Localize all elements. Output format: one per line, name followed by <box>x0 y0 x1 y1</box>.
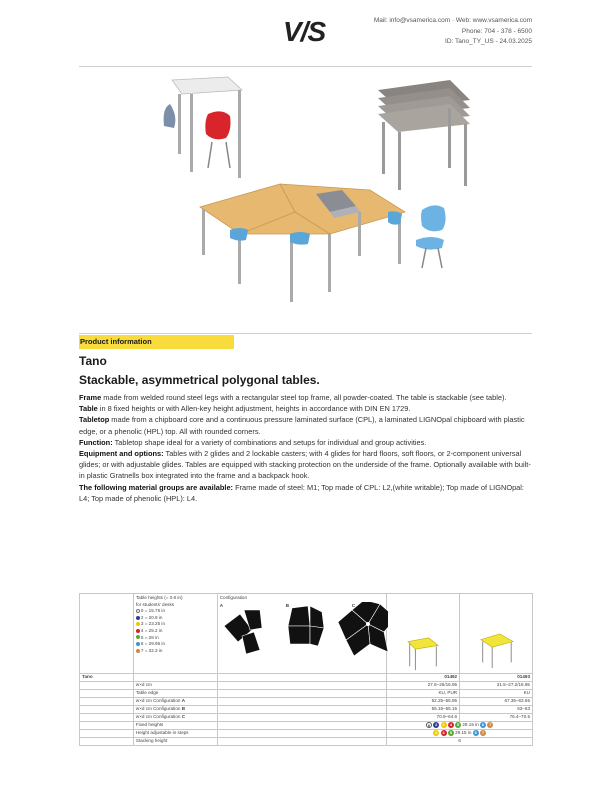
row-value: KU, PUR <box>387 690 460 698</box>
document-id: ID: Tano_TY_US - 24.03.2025 <box>445 38 532 45</box>
spec-row <box>80 698 533 706</box>
config-b-diagram <box>288 606 324 646</box>
fixed-heights-row <box>80 722 533 730</box>
row-value: KU <box>460 690 533 698</box>
heights-legend: Table heights (= 0.8 in) for students' desks 0 = 15.75 in 2 = 20.9 in 3 = 23.25 in 4 = 25.2 in 5 = 28 in 6 = 29.95 in 7 = 32.3 in <box>133 594 217 674</box>
table-paragraph: Table in 8 fixed heights or with Allen-key height adjustment, heights in accordance with DIN EN 1729. <box>79 404 411 414</box>
row-value: 62.25–55.95 <box>387 698 460 706</box>
config-c-diagram <box>338 602 388 656</box>
height-legend-item: 7 = 32.3 in <box>136 648 215 655</box>
contact-phone: Phone: 704 - 378 - 6500 <box>461 27 532 35</box>
contact-mail: Mail: info@vsamerica.com · Web: www.vsamerica.com <box>373 17 532 24</box>
model-number-row <box>80 674 533 682</box>
fixed-heights-value: 0 2 3 4 5 29.15 in 6 7 <box>387 722 533 730</box>
config-a-diagram <box>224 610 262 654</box>
row-label: w×d cm <box>133 682 217 690</box>
single-table-with-chair <box>164 77 242 178</box>
row-label: w×d cm Configuration C <box>133 714 217 722</box>
svg-text:V/S: V/S <box>283 16 326 45</box>
spec-header-row <box>80 594 533 674</box>
height-legend-item: 4 = 25.2 in <box>136 628 215 635</box>
spec-row <box>80 682 533 690</box>
row-value: 63–63 <box>460 706 533 714</box>
spec-row <box>80 690 533 698</box>
function-paragraph: Function: Tabletop shape ideal for a variety of combinations and setups for individual and group activities. <box>79 437 427 447</box>
row-value: 31.5–27.2/16.95 <box>460 682 533 690</box>
spec-row <box>80 714 533 722</box>
height-color-dot <box>136 609 140 613</box>
configuration-cell: Configuration A B C <box>217 594 387 674</box>
spec-table <box>79 593 533 746</box>
model-number: 01493 <box>460 674 533 682</box>
material-paragraph: The following material groups are available: Frame made of steel: M1; Top made of CPL: L2,(white writable); Top made of LIGNOpal: L4; Top made of phenolic (HPL): L4. <box>79 482 524 503</box>
section-divider <box>79 333 532 334</box>
product-photo <box>130 72 482 322</box>
height-color-dot <box>136 635 140 639</box>
stacked-tables <box>378 80 470 190</box>
polygon-table-group <box>200 184 446 302</box>
model-01493-image <box>460 594 533 674</box>
contact-info <box>374 16 532 48</box>
row-label: Table edge <box>133 690 217 698</box>
vs-logo <box>283 15 329 45</box>
adjustable-heights-row <box>80 730 533 738</box>
stacking-height-row <box>80 738 533 746</box>
header-divider <box>79 66 532 67</box>
product-subtitle: Stackable, asymmetrical polygonal tables. <box>79 373 320 387</box>
row-value: 70.9–64.6 <box>387 714 460 722</box>
height-color-dot <box>136 642 140 646</box>
model-01492-image <box>387 594 460 674</box>
row-label: w×d cm Configuration B <box>133 706 217 714</box>
stacking-height-value: 6 <box>387 738 533 746</box>
height-color-dot <box>136 649 140 653</box>
row-value: 27.6–26/16.95 <box>387 682 460 690</box>
adjustable-heights-value: 3 4 5 29.15 in 6 7 <box>387 730 533 738</box>
row-value: 76.4–70.5 <box>460 714 533 722</box>
equipment-paragraph: Equipment and options: Tables with 2 glides and 2 lockable casters; with 4 glides for hard floors, soft floors, or 2-component universal glides; or with adjustable glides. Tables are equipped with stacking protection on the underside of the frame. Optionally available with built-in plastic Gratnells box integrated into the frame and a backpack hook. <box>79 449 531 481</box>
product-information-label: Product information <box>79 335 234 349</box>
height-legend-item: 3 = 23.25 in <box>136 621 215 628</box>
tabletop-paragraph: Tabletop made from a chipboard core and a continuous pressure laminated surface (CPL), a laminated LIGNOpal chipboard with plastic edge, or a phenolic (HPL) top. All with rounded corners. <box>79 415 525 436</box>
configuration-diagrams <box>218 602 388 672</box>
height-color-dot <box>136 616 140 620</box>
height-color-dot <box>136 629 140 633</box>
frame-paragraph: Frame made from welded round steel legs with a rectangular steel top frame, all powder-coated. The table is stackable (see table). <box>79 393 507 402</box>
row-label: Height adjustable in steps <box>133 730 217 738</box>
height-legend-item: 0 = 15.75 in <box>136 608 215 615</box>
height-legend-item: 6 = 29.95 in <box>136 641 215 648</box>
product-description <box>79 392 533 504</box>
product-name-cell: Tano <box>80 674 134 682</box>
row-label: Stacking height <box>133 738 217 746</box>
product-title: Tano <box>79 354 107 368</box>
spec-row <box>80 706 533 714</box>
row-value: 55.15–55.15 <box>387 706 460 714</box>
height-color-dot <box>136 622 140 626</box>
height-legend-item: 2 = 20.9 in <box>136 615 215 622</box>
row-label: w×d cm Configuration A <box>133 698 217 706</box>
height-legend-item: 5 = 28 in <box>136 635 215 642</box>
row-value: 67.35–63.65 <box>460 698 533 706</box>
row-label: Fixed heights <box>133 722 217 730</box>
model-number: 01492 <box>387 674 460 682</box>
